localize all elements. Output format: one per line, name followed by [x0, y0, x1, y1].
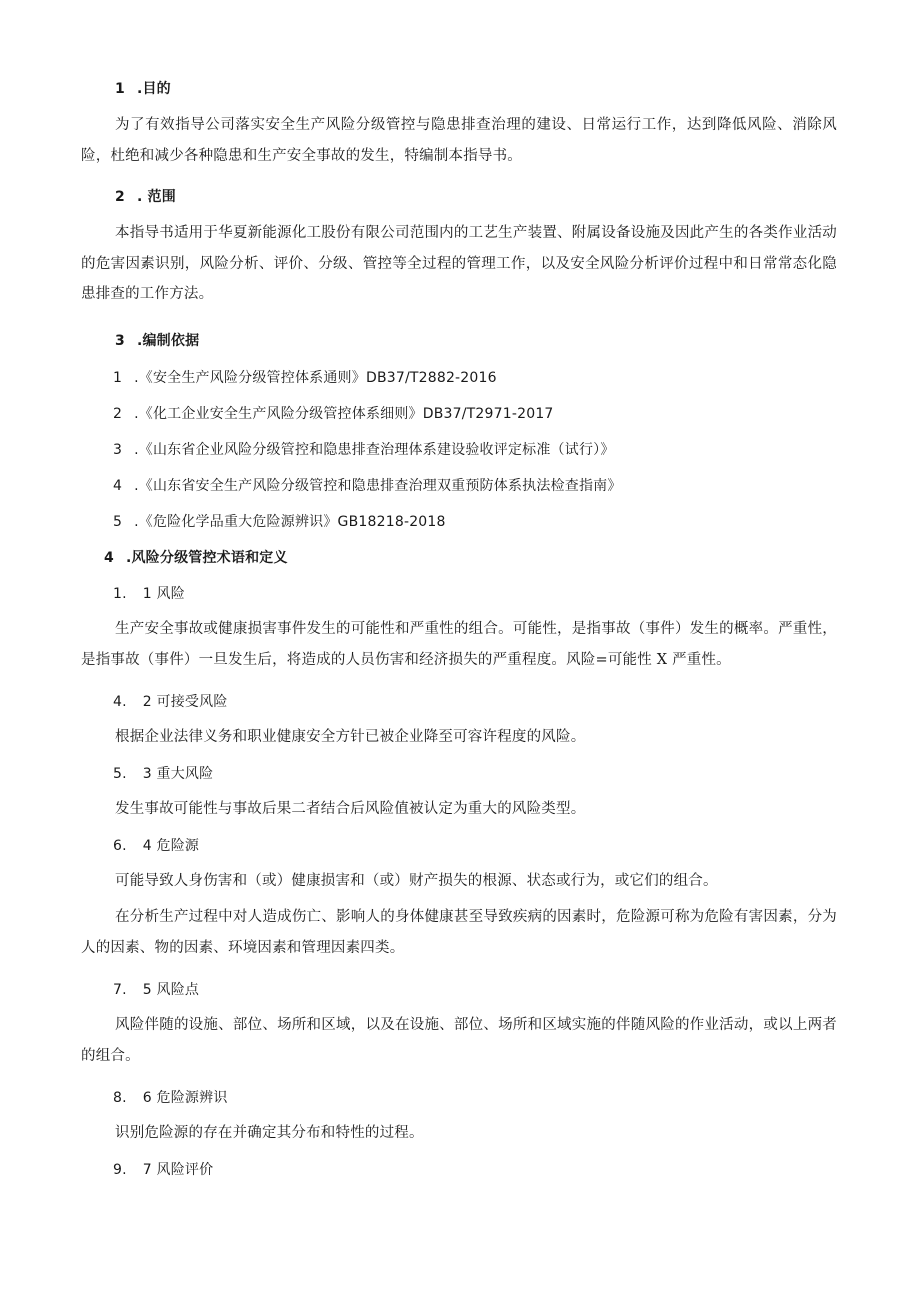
term-body: 风险伴随的设施、部位、场所和区域，以及在设施、部位、场所和区域实施的伴随风险的作业活动，或以上两者的组合。 — [81, 1017, 837, 1064]
term-number: 5. — [113, 766, 127, 782]
reference-item — [113, 404, 554, 424]
term-heading — [113, 692, 228, 712]
term-body: 在分析生产过程中对人造成伤亡、影响人的身体健康甚至导致疾病的因素时，危险源可称为危险有害因素，分为人的因素、物的因素、环境因素和管理因素四类。 — [81, 909, 837, 956]
term-title: 7 风险评价 — [142, 1162, 214, 1178]
section-title: .编制依据 — [136, 333, 200, 349]
term-heading — [113, 1088, 228, 1108]
term-number: 4. — [113, 694, 127, 710]
reference-item — [113, 368, 497, 388]
reference-text: .《山东省企业风险分级管控和隐患排查治理体系建设验收评定标准（试行）》 — [134, 442, 615, 458]
section-1-body: 为了有效指导公司落实安全生产风险分级管控与隐患排查治理的建设、日常运行工作，达到降低风险、消除风险，杜绝和减少各种隐患和生产安全事故的发生，特编制本指导书。 — [81, 117, 837, 164]
section-2-body: 本指导书适用于华夏新能源化工股份有限公司范围内的工艺生产装置、附属设备设施及因此产生的各类作业活动的危害因素识别，风险分析、评价、分级、管控等全过程的管理工作，以及安全风险分析评价过程中和日常常态化隐患排查的工作方法。 — [81, 225, 837, 302]
term-title: 6 危险源辨识 — [142, 1090, 228, 1106]
section-title: .风险分级管控术语和定义 — [125, 550, 288, 566]
section-1-heading — [115, 79, 171, 99]
term-number: 6. — [113, 838, 127, 854]
term-body: 识别危险源的存在并确定其分布和特性的过程。 — [115, 1125, 424, 1141]
section-number: 4 — [104, 550, 114, 566]
reference-item — [113, 512, 446, 532]
section-title: .目的 — [136, 81, 171, 97]
reference-number: 4 — [113, 478, 123, 494]
term-number: 7. — [113, 982, 127, 998]
reference-number: 1 — [113, 370, 123, 386]
term-body: 根据企业法律义务和职业健康安全方针已被企业降至可容许程度的风险。 — [115, 729, 586, 745]
section-3-heading — [115, 331, 199, 351]
reference-text: .《危险化学品重大危险源辨识》GB18218-2018 — [134, 514, 446, 530]
reference-text: .《山东省安全生产风险分级管控和隐患排查治理双重预防体系执法检查指南》 — [134, 478, 622, 494]
reference-text: .《化工企业安全生产风险分级管控体系细则》DB37/T2971-2017 — [134, 406, 554, 422]
term-heading — [113, 764, 213, 784]
term-heading — [113, 836, 199, 856]
reference-number: 5 — [113, 514, 123, 530]
term-title: 1 风险 — [142, 586, 185, 602]
term-heading — [113, 1160, 213, 1180]
term-title: 3 重大风险 — [142, 766, 214, 782]
reference-item — [113, 440, 615, 460]
term-body: 可能导致人身伤害和（或）健康损害和（或）财产损失的根源、状态或行为，或它们的组合。 — [115, 873, 718, 889]
reference-item — [113, 476, 622, 496]
term-heading — [113, 584, 185, 604]
section-number: 1 — [115, 81, 125, 97]
term-title: 2 可接受风险 — [142, 694, 228, 710]
reference-number: 3 — [113, 442, 123, 458]
section-title: . 范围 — [136, 189, 176, 205]
term-body: 发生事故可能性与事故后果二者结合后风险值被认定为重大的风险类型。 — [115, 801, 586, 817]
term-number: 1. — [113, 586, 127, 602]
term-number: 8. — [113, 1090, 127, 1106]
section-4-heading — [104, 548, 288, 568]
term-title: 5 风险点 — [142, 982, 200, 998]
term-title: 4 危险源 — [142, 838, 200, 854]
term-heading — [113, 980, 199, 1000]
section-number: 2 — [115, 189, 125, 205]
reference-number: 2 — [113, 406, 123, 422]
term-number: 9. — [113, 1162, 127, 1178]
reference-text: .《安全生产风险分级管控体系通则》DB37/T2882-2016 — [134, 370, 497, 386]
term-body: 生产安全事故或健康损害事件发生的可能性和严重性的组合。可能性，是指事故（事件）发生的概率。严重性，是指事故（事件）一旦发生后，将造成的人员伤害和经济损失的严重程度。风险=可能性 X 严重性。 — [81, 621, 837, 668]
section-2-heading — [115, 187, 176, 207]
section-number: 3 — [115, 333, 125, 349]
